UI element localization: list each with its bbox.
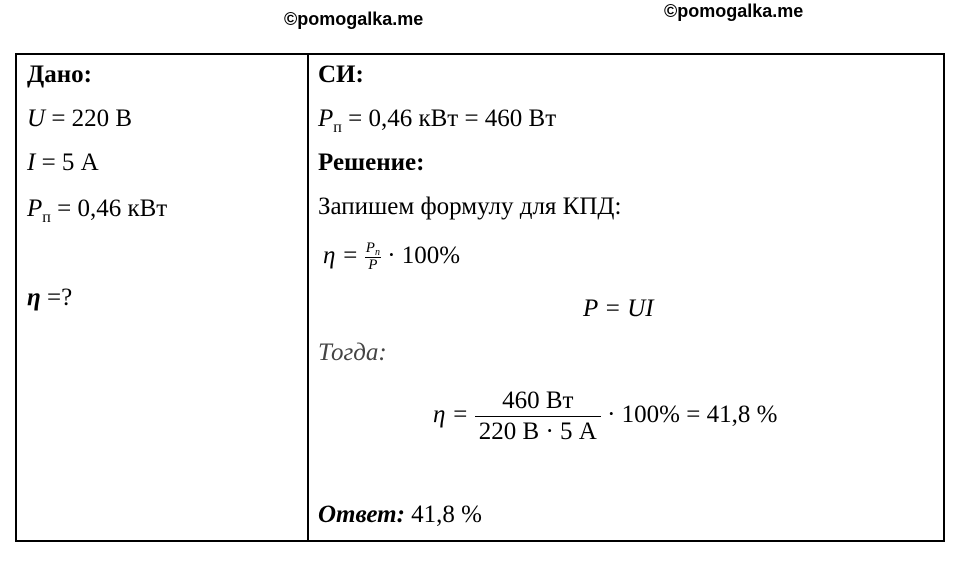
solution-header: Решение: [318,149,425,176]
power-subscript: п [42,209,51,226]
formula-power: P = UI [583,295,654,322]
si-header: СИ: [318,61,364,88]
solution-table [15,53,945,542]
answer-value: 41,8 % [404,501,482,528]
formula-result [433,381,777,449]
given-voltage [27,104,132,134]
power-symbol: P [27,195,43,222]
si-power-subscript: п [333,119,342,136]
si-power-symbol: P [318,105,334,132]
formula-result-lhs: η = [433,401,475,428]
formula-efficiency [323,241,460,273]
answer-label: Ответ: [318,501,405,528]
power-value: = 0,46 кВт [50,195,168,222]
watermark-left: ©pomogalka.me [284,9,424,29]
formula-result-denominator: 220 В · 5 А [478,417,597,445]
column-divider [307,55,309,540]
formula-efficiency-fraction [365,241,381,273]
answer [318,500,482,530]
given-header: Дано: [27,61,92,88]
formula-efficiency-rest: · 100% [380,242,461,269]
si-power-value: = 0,46 кВт = 460 Вт [341,105,557,132]
efficiency-symbol: η [27,284,41,311]
formula-result-fraction [475,386,601,447]
formula-result-numerator: 460 Вт [475,386,601,417]
given-useful-power [27,194,167,224]
watermark-right: ©pomogalka.me [664,1,804,21]
formula-result-rest: · 100% = 41,8 % [600,401,778,428]
si-power [318,104,556,134]
voltage-value: = 220 В [45,105,133,132]
find-question: =? [40,284,73,311]
given-current [27,148,99,178]
current-symbol: I [27,149,36,176]
voltage-symbol: U [27,105,46,132]
current-value: = 5 А [35,149,99,176]
formula-efficiency-denominator: P [368,257,378,274]
given-find [27,283,72,313]
solution-intro: Запишем формулу для КПД: [318,193,622,220]
then-label: Тогда: [318,339,387,366]
formula-efficiency-lhs: η = [323,242,365,269]
formula-efficiency-numerator: $P_п$ [365,240,380,259]
